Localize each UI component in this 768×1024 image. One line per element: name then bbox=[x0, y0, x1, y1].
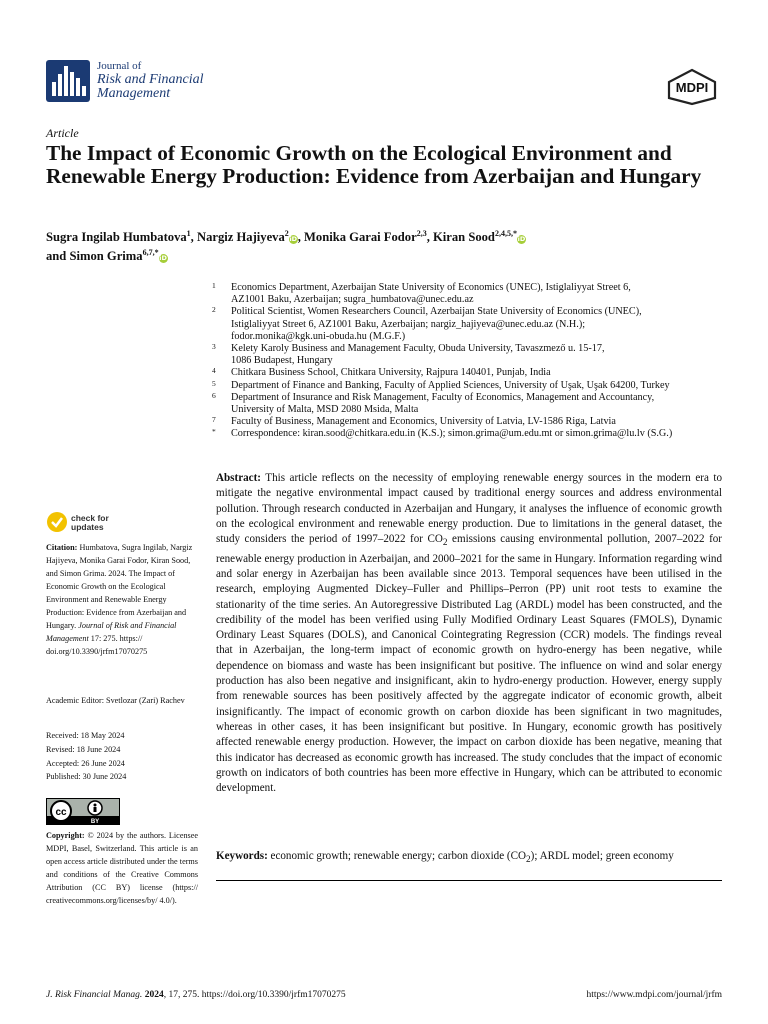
article-type: Article bbox=[46, 126, 79, 140]
footer-year: 2024 bbox=[142, 990, 164, 1000]
affiliation-number: 1 bbox=[212, 281, 216, 290]
journal-name-line3: Management bbox=[97, 86, 171, 101]
publication-dates bbox=[46, 729, 196, 784]
abstract-text-part2: emissions causing environmental pollution, 2007–2022 for renewable energy production in Azerbaijan, and 2000–2021 for the same in Hungary. Information regarding wind and solar energy in Azerbaijan has been available since 2013. Temporal sequences have been utilised in the research, employing Augmented Dickey–Fuller and Phillips–Perron (PP) unit root tests to examine the stationarity of the time series. An Autoregressive Distributed Lag (ARDL) model has been constructed, and the credibility of the model has been verified using Fully Modified Ordinary Least Squares (FMOLS), Dynamic Ordinary Least Squares (DOLS), and Canonical Cointegrating Regression (CCR) models. The findings reveal that in Azerbaijan, the long-term impact of economic growth on hydro-energy has been negative, while dependence on biomass and waste has been insignificant but positive. The influence on wind and solar energy production has also been negative and insignificant, akin to hydro-energy production. However, energy supply from renewable sources has been positively affected by the aggregate indicator of economic growth, albeit insignificantly. The impact of economic growth on carbon dioxide has been significant in two magnitudes, whereas in other cases, it has been insignificant but positive. In Hungary, economic growth has positively affected renewable energy production. However, the impact on carbon dioxide has been negative, meaning that this indicator has decreased as economic growth has increased. The study concludes that the impact of economic growth on indicators of both countries has been more effective in Hungary, which can be attributed to economic development. bbox=[216, 533, 722, 795]
mdpi-logo-text: MDPI bbox=[675, 80, 709, 95]
author-affiliation-sup: 6,7,* bbox=[142, 248, 159, 258]
orcid-icon[interactable]: iD bbox=[159, 254, 167, 263]
affiliation-line: Economics Department, Azerbaijan State University of Economics (UNEC), Istiglaliyyat Street 6, bbox=[231, 282, 631, 293]
academic-editor: Academic Editor: Svetlozar (Zari) Rachev bbox=[46, 696, 185, 705]
affiliation-line: Department of Insurance and Risk Management, Faculty of Economics, Management and Accountancy, bbox=[231, 391, 655, 403]
affiliation-line: Kelety Karoly Business and Management Faculty, Obuda University, Tavaszmező u. 15-17, bbox=[231, 343, 605, 355]
journal-name-line2: Risk and Financial bbox=[97, 72, 204, 87]
author-affiliation-sup: 1 bbox=[186, 229, 191, 238]
footer-journal-url[interactable]: https://www.mdpi.com/journal/jrfm bbox=[586, 990, 722, 1000]
citation-doi-link[interactable]: 17: 275. https:// doi.org/10.3390/jrfm17070275 bbox=[46, 634, 148, 656]
affiliation-number: 3 bbox=[212, 342, 216, 352]
cc-by-license-badge[interactable] bbox=[46, 798, 120, 825]
affiliation-line: Chitkara Business School, Chitkara University, Rajpura 140401, Punjab, India bbox=[231, 367, 551, 379]
affiliation-line: Political Scientist, Women Researchers Council, Azerbaijan State University of Economics (UNEC), bbox=[231, 306, 642, 318]
footer-citation bbox=[46, 990, 346, 1000]
date-accepted: Accepted: 26 June 2024 bbox=[46, 758, 125, 768]
author-name: Nargiz Hajiyeva bbox=[196, 230, 285, 245]
journal-logo bbox=[46, 60, 90, 102]
author-affiliation-sup: 2,3 bbox=[416, 229, 427, 238]
check-updates-line2: updates bbox=[71, 522, 104, 532]
author-affiliation-sup: 2,4,5,* bbox=[494, 229, 517, 238]
article-title: The Impact of Economic Growth on the Ecological Environment and Renewable Energy Production: Evidence from Azerbaijan and Hungary bbox=[46, 141, 702, 188]
cc-by-label: BY bbox=[90, 819, 100, 824]
copyright-label: Copyright: bbox=[46, 831, 85, 840]
citation-journal: Journal of Risk and Financial Management bbox=[46, 621, 177, 643]
affiliation-item bbox=[212, 306, 732, 343]
keywords bbox=[216, 849, 722, 868]
affiliation-number: 2 bbox=[212, 305, 216, 315]
svg-text:cc: cc bbox=[55, 807, 67, 818]
journal-name-line1: Journal of bbox=[97, 60, 142, 72]
affiliation-line: 1086 Budapest, Hungary bbox=[231, 355, 333, 367]
affiliation-item bbox=[212, 428, 732, 440]
affiliation-line: AZ1001 Baku, Azerbaijan; sugra_humbatova@unec.edu.az bbox=[231, 294, 474, 306]
copyright-notice bbox=[46, 829, 198, 908]
cc-by-icon bbox=[47, 799, 119, 824]
journal-name[interactable] bbox=[97, 60, 204, 101]
check-updates-line1: check for bbox=[71, 513, 109, 523]
check-for-updates-button[interactable] bbox=[46, 511, 146, 537]
affiliation-number: 7 bbox=[212, 415, 216, 425]
keywords-label: Keywords: bbox=[216, 850, 268, 862]
affiliation-number: * bbox=[212, 427, 216, 437]
abstract-subscript: 2 bbox=[442, 538, 448, 549]
date-revised: Revised: 18 June 2024 bbox=[46, 744, 121, 754]
affiliation-item bbox=[212, 416, 732, 428]
date-published: Published: 30 June 2024 bbox=[46, 772, 127, 782]
author-separator: , bbox=[426, 230, 433, 245]
keywords-text-part2: ); ARDL model; green economy bbox=[530, 850, 674, 862]
author-name: Sugra Ingilab Humbatova bbox=[46, 230, 187, 245]
author-name: Monika Garai Fodor bbox=[304, 230, 417, 245]
orcid-icon[interactable]: iD bbox=[289, 235, 298, 244]
affiliation-number: 6 bbox=[212, 390, 216, 400]
affiliation-item bbox=[212, 282, 732, 306]
affiliation-line: fodor.monika@kgk.uni-obuda.hu (M.G.F.) bbox=[231, 330, 406, 342]
author-affiliation-sup: 2 bbox=[284, 229, 289, 238]
affiliation-item bbox=[212, 392, 732, 416]
affiliation-line: Department of Finance and Banking, Faculty of Applied Sciences, University of Uşak, Uşak 64200, Turkey bbox=[231, 379, 670, 391]
citation-label: Citation: bbox=[46, 543, 78, 552]
keywords-divider bbox=[216, 880, 722, 881]
date-received: Received: 18 May 2024 bbox=[46, 731, 125, 740]
abstract-text-part1: This article reflects on the necessity of employing renewable energy sources in the modern era to mitigate the negative environmental impact caused by traditional energy sources and address environmental pollution. Through research conducted in Azerbaijan and Hungary, it analyses the influence of economic growth on the ecological environment and renewable energy production. Due to limitations in the general dataset, the study considers the period of 1997–2022 for CO bbox=[216, 472, 722, 546]
footer-doi-link[interactable]: , 17, 275. https://doi.org/10.3390/jrfm17070275 bbox=[163, 990, 346, 1000]
orcid-icon[interactable]: iD bbox=[517, 235, 526, 244]
affiliation-line: University of Malta, MSD 2080 Msida, Malta bbox=[231, 404, 419, 416]
author-list bbox=[46, 226, 736, 264]
affiliation-line: Faculty of Business, Management and Economics, University of Latvia, LV-1586 Riga, Latvia bbox=[231, 416, 616, 428]
citation-text: Humbatova, Sugra Ingilab, Nargiz Hajiyeva, Monika Garai Fodor, Kiran Sood, and Simon Grima. 2024. The Impact of Economic Growth on the Ecological Environment and Renewable Energy Production: Evidence from Azerbaijan and Hungary. bbox=[46, 543, 193, 630]
affiliation-item bbox=[212, 343, 732, 367]
affiliations-list bbox=[212, 282, 732, 441]
abstract bbox=[216, 471, 722, 796]
author-name: and Simon Grima bbox=[46, 249, 143, 264]
author-separator: , bbox=[297, 230, 305, 245]
abstract-label: Abstract: bbox=[216, 472, 261, 484]
affiliation-number: 4 bbox=[212, 366, 216, 376]
keywords-text-part1: economic growth; renewable energy; carbon dioxide (CO bbox=[267, 850, 527, 862]
affiliation-number: 5 bbox=[212, 378, 216, 388]
affiliation-line: Correspondence: kiran.sood@chitkara.edu.in (K.S.); simon.grima@um.edu.mt or simon.grima@lu.lv (S.G.) bbox=[231, 428, 673, 440]
author-separator: , bbox=[190, 230, 197, 245]
author-name: Kiran Sood bbox=[433, 230, 495, 245]
copyright-text: © 2024 by the authors. Licensee MDPI, Basel, Switzerland. This article is an open access article distributed under the terms and conditions of the Creative Commons Attribution (CC BY) license (https:// creativecommons.org/licenses/by/ 4.0/). bbox=[46, 831, 198, 906]
affiliation-item bbox=[212, 380, 732, 392]
keywords-subscript: 2 bbox=[526, 855, 531, 866]
affiliation-item bbox=[212, 367, 732, 379]
footer-journal-abbrev: J. Risk Financial Manag. bbox=[46, 990, 143, 1000]
check-updates-icon bbox=[46, 511, 68, 533]
affiliation-line: Istiglaliyyat Street 6, AZ1001 Baku, Azerbaijan; nargiz_hajiyeva@unec.edu.az (N.H.); bbox=[231, 318, 586, 330]
citation-block bbox=[46, 541, 196, 658]
mdpi-logo[interactable] bbox=[665, 68, 719, 106]
